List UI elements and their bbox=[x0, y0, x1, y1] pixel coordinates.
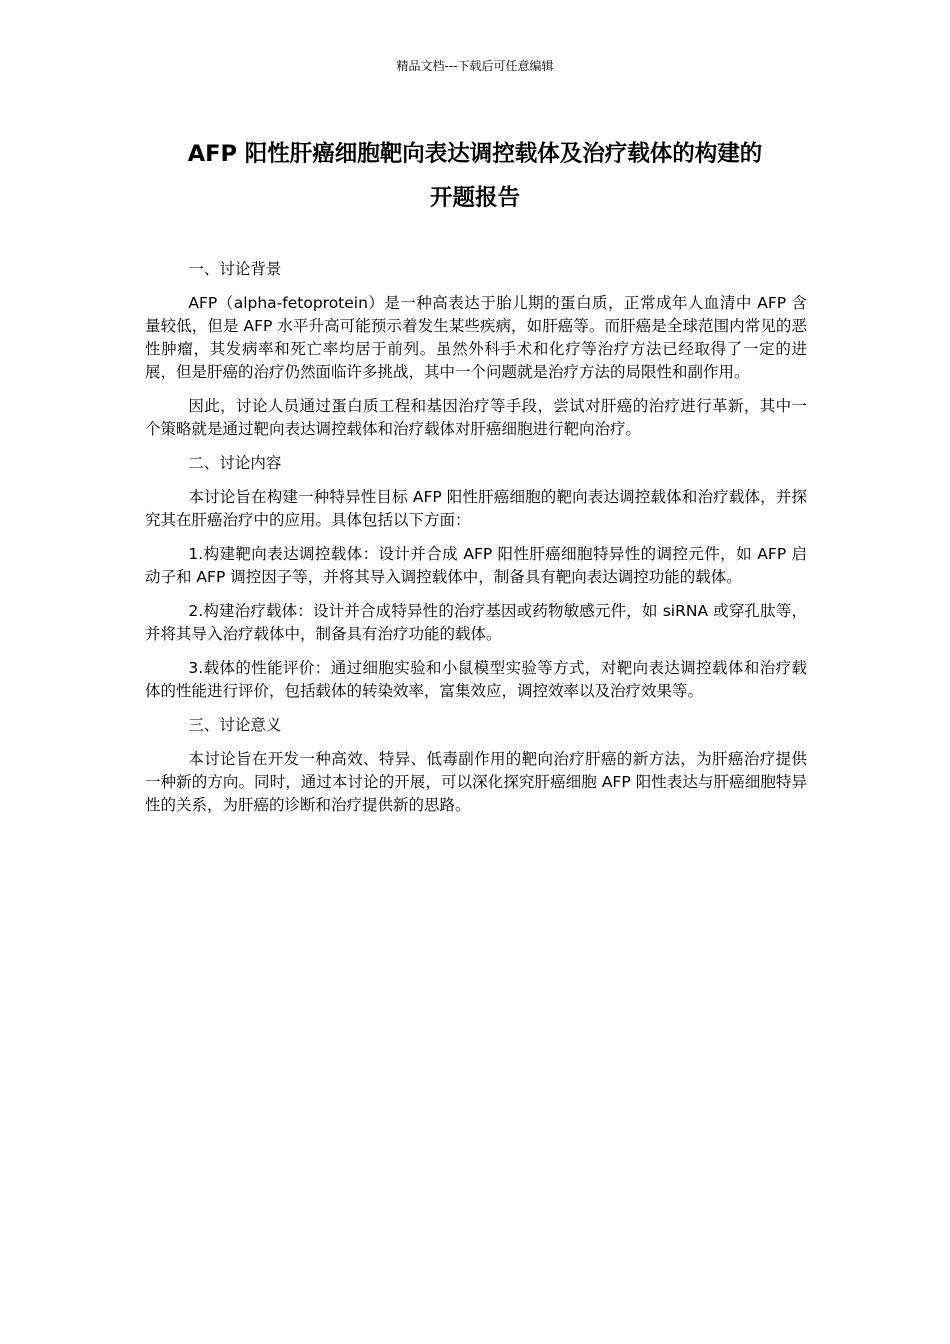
section-heading-background: 一、讨论背景 bbox=[188, 260, 282, 278]
document-title bbox=[145, 132, 805, 220]
paragraph-significance-1: 本讨论旨在开发一种高效、特异、低毒副作用的靶向治疗肝癌的新方法，为肝癌治疗提供一种新的方向。同时，通过本讨论的开展，可以深化探究肝癌细胞 AFP 阳性表达与肝癌细胞特异性的关系，为肝癌的诊断和治疗提供新的思路。 bbox=[145, 750, 807, 814]
paragraph-content-item-1: 1.构建靶向表达调控载体：设计并合成 AFP 阳性肝癌细胞特异性的调控元件，如 AFP 启动子和 AFP 调控因子等，并将其导入调控载体中，制备具有靶向表达调控功能的载体。 bbox=[145, 545, 807, 586]
paragraph-background-1: AFP（alpha-fetoprotein）是一种高表达于胎儿期的蛋白质，正常成年人血清中 AFP 含量较低，但是 AFP 水平升高可能预示着发生某些疾病，如肝癌等。而肝癌是全球范围内常见的恶性肿瘤，其发病率和死亡率均居于前列。虽然外科手术和化疗等治疗方法已经取得了一定的进展，但是肝癌的治疗仍然面临许多挑战，其中一个问题就是治疗方法的局限性和副作用。 bbox=[145, 294, 807, 381]
title-line-1: AFP 阳性肝癌细胞靶向表达调控载体及治疗载体的构建的 bbox=[187, 141, 763, 167]
section-heading-content: 二、讨论内容 bbox=[188, 454, 282, 472]
paragraph-content-item-2: 2.构建治疗载体：设计并合成特异性的治疗基因或药物敏感元件，如 siRNA 或穿孔肽等，并将其导入治疗载体中，制备具有治疗功能的载体。 bbox=[145, 602, 807, 643]
paragraph-content-intro: 本讨论旨在构建一种特异性目标 AFP 阳性肝癌细胞的靶向表达调控载体和治疗载体，并探究其在肝癌治疗中的应用。具体包括以下方面： bbox=[145, 488, 807, 529]
paragraph-content-item-3: 3.载体的性能评价：通过细胞实验和小鼠模型实验等方式，对靶向表达调控载体和治疗载体的性能进行评价，包括载体的转染效率，富集效应，调控效率以及治疗效果等。 bbox=[145, 659, 807, 700]
header-note: 精品文档---下载后可任意编辑 bbox=[396, 59, 554, 73]
document-body bbox=[145, 258, 807, 828]
paragraph-background-2: 因此，讨论人员通过蛋白质工程和基因治疗等手段，尝试对肝癌的治疗进行革新，其中一个策略就是通过靶向表达调控载体和治疗载体对肝癌细胞进行靶向治疗。 bbox=[145, 397, 807, 438]
title-line-2: 开题报告 bbox=[429, 185, 520, 211]
section-heading-significance: 三、讨论意义 bbox=[188, 716, 282, 734]
